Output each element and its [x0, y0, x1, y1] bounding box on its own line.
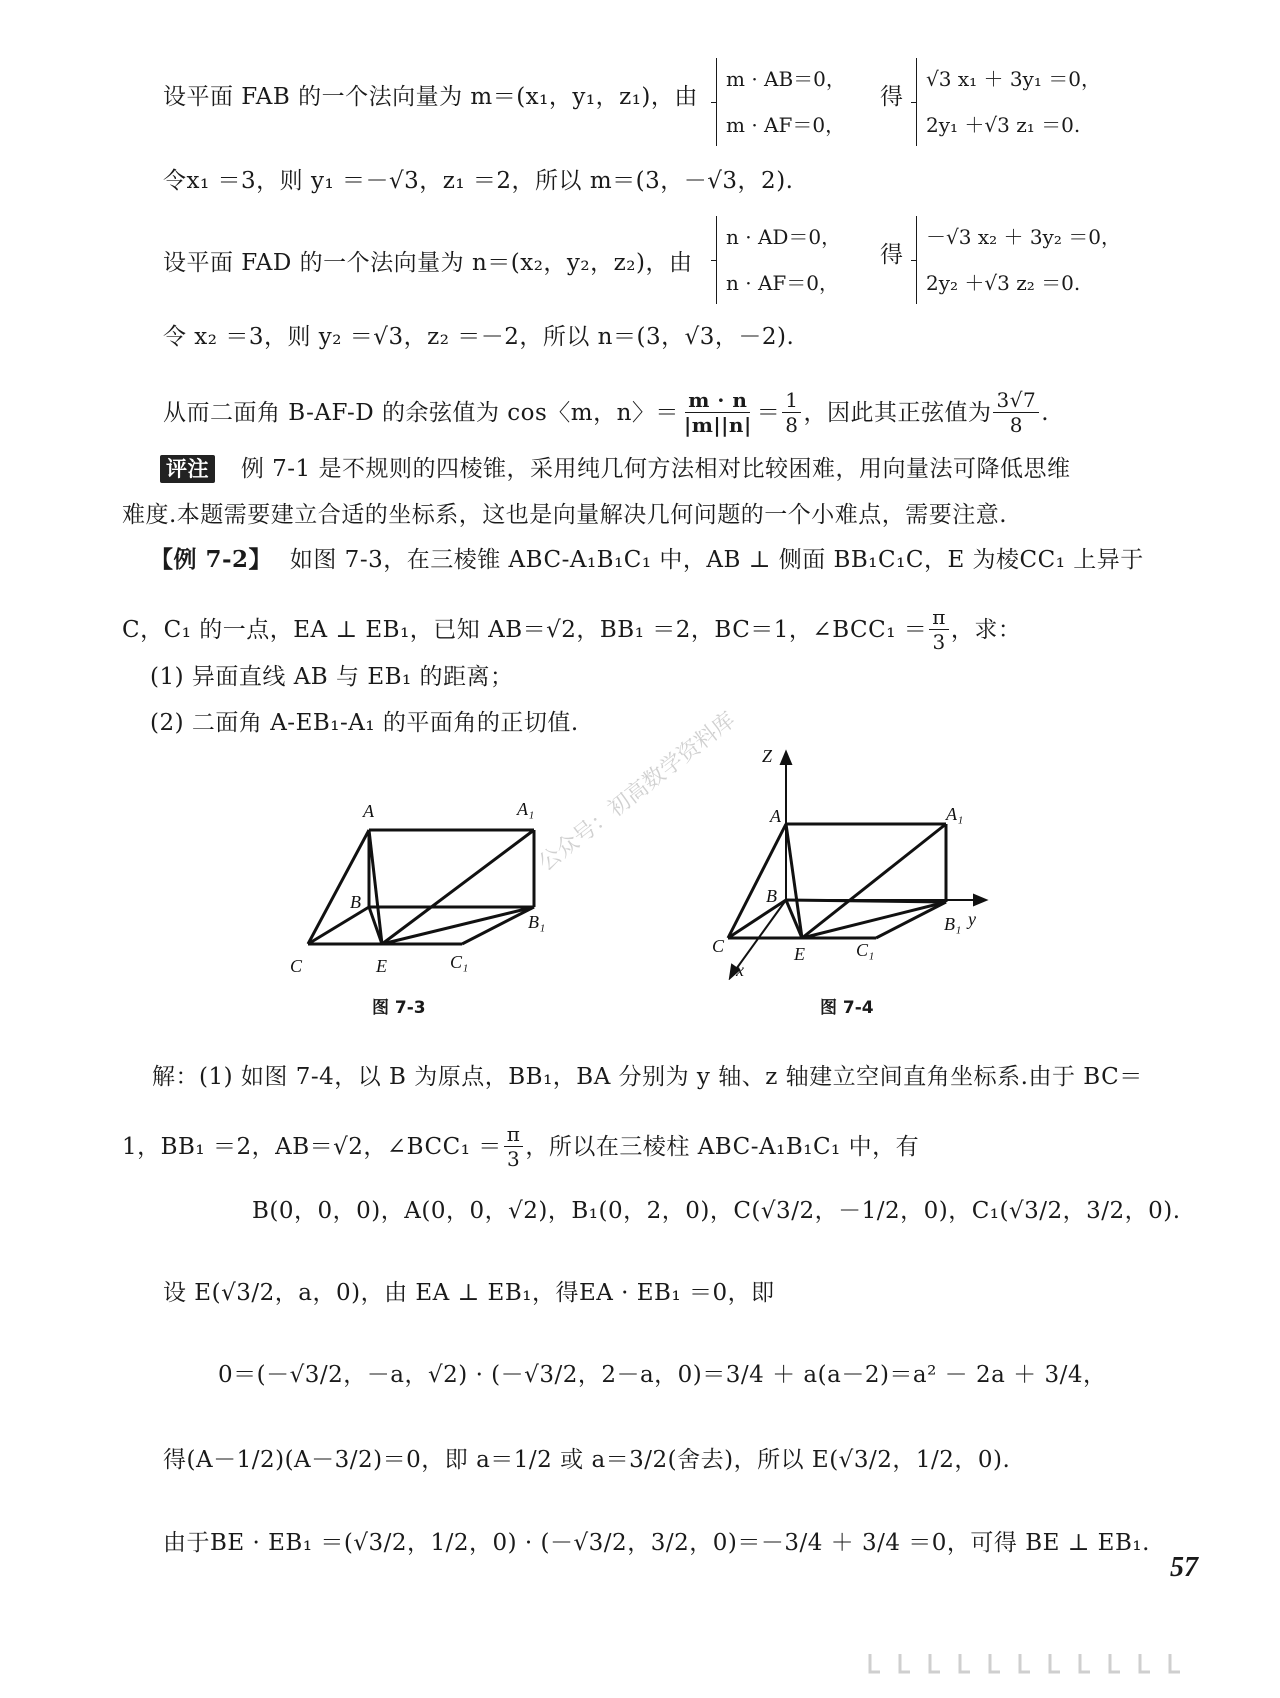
- label-A1: A₁: [517, 799, 535, 819]
- label-A: A: [363, 801, 374, 821]
- system-m-conditions: m · AB＝0， m · AF＝0，: [712, 56, 846, 148]
- de-word: 得: [880, 84, 904, 110]
- label-B1: B₁: [528, 912, 546, 932]
- figure-7-4-caption: 图 7-4: [820, 998, 874, 1018]
- dot-product-equation: 0＝(－√3/2，－a，√2) · (－√3/2，2－a，0)＝3/4 ＋ a(a－2)＝a² － 2a ＋ 3/4，: [218, 1362, 1107, 1388]
- figure-7-4: [706, 740, 996, 980]
- example-line-2: C，C₁ 的一点，EA ⊥ EB₁，已知 AB＝√2，BB₁ ＝2，BC＝1，∠BCC₁ ＝ $\frac{\pi}{3}$ ，求：: [122, 605, 1022, 654]
- fraction-sine-value: $\frac{3√7}{8}$: [993, 388, 1039, 437]
- n-solution-line: 令 x₂ ＝3，则 y₂ ＝√3，z₂ ＝－2，所以 n＝(3，√3，－2).: [163, 324, 795, 350]
- label-C: C: [290, 956, 303, 976]
- figure-7-3: [280, 790, 570, 980]
- label-E: E: [376, 956, 387, 976]
- fraction-one-eighth: $\frac{1}{8}$: [782, 388, 801, 437]
- label-C-fig2: C: [712, 936, 725, 956]
- de-word-2: 得: [880, 242, 904, 268]
- m-solution-line: 令x₁ ＝3，则 y₁ ＝－√3，z₁ ＝2，所以 m＝(3，－√3，2).: [163, 168, 794, 194]
- label-x-axis: x: [736, 960, 744, 980]
- label-B: B: [350, 892, 361, 912]
- solve-a-line: 得(A－1/2)(A－3/2)＝0，即 a＝1/2 或 a＝3/2(舍去)，所以 E(√3/2，1/2，0).: [163, 1447, 1011, 1473]
- perpendicular-conclusion: 由于BE · EB₁ ＝(√3/2，1/2，0) · (－√3/2，3/2，0)＝－3/4 ＋ 3/4 ＝0，可得 BE ⊥ EB₁.: [163, 1530, 1150, 1556]
- comment-line-1: 评注 例 7-1 是不规则的四棱锥，采用纯几何方法相对比较困难，用向量法可降低思维: [160, 454, 1070, 484]
- example-line-1: 【例 7-2】 如图 7-3，在三棱锥 ABC-A₁B₁C₁ 中，AB ⊥ 侧面 BB₁C₁C，E 为棱CC₁ 上异于: [150, 546, 1144, 573]
- watermark: 公众号：初高数学资料库: [534, 707, 741, 877]
- coordinates-line: B(0，0，0)，A(0，0，√2)，B₁(0，2，0)，C(√3/2，－1/2，0)，C₁(√3/2，3/2，0).: [252, 1198, 1181, 1224]
- solution-line-2: 1，BB₁ ＝2，AB＝√2，∠BCC₁ ＝ $\frac{\pi}{3}$ ，所以在三棱柱 ABC-A₁B₁C₁ 中，有: [122, 1122, 920, 1171]
- label-Z: Z: [762, 746, 773, 766]
- label-A1-fig2: A₁: [946, 804, 964, 824]
- system-n-conditions: n · AD＝0， n · AF＝0，: [712, 214, 841, 306]
- example-label: 【例 7-2】: [150, 546, 273, 573]
- label-A-fig2: A: [770, 806, 781, 826]
- comment-tag: 评注: [160, 455, 215, 483]
- fraction-pi-over-3-solution: $\frac{\pi}{3}$: [504, 1122, 524, 1171]
- label-y-axis: y: [968, 909, 976, 929]
- page-number: 57: [1170, 1552, 1198, 1583]
- question-2: (2) 二面角 A-EB₁-A₁ 的平面角的正切值.: [150, 710, 579, 736]
- label-B1-fig2: B₁: [944, 914, 962, 934]
- label-E-fig2: E: [794, 944, 805, 964]
- point-e-setup: 设 E(√3/2，a，0)，由 EA ⊥ EB₁，得EA · EB₁ ＝0，即: [163, 1280, 775, 1306]
- system-n-equations: －√3 x₂ ＋ 3y₂ ＝0， 2y₂ ＋√3 z₂ ＝0.: [912, 214, 1121, 306]
- question-1: (1) 异面直线 AB 与 EB₁ 的距离；: [150, 664, 514, 690]
- toolbar-handles-icon: [860, 1650, 1200, 1678]
- figure-7-3-caption: 图 7-3: [372, 998, 426, 1018]
- label-C1: C₁: [450, 952, 469, 972]
- fraction-pi-over-3: $\frac{\pi}{3}$: [929, 605, 949, 654]
- comment-line-2: 难度.本题需要建立合适的坐标系，这也是向量解决几何问题的一个小难点，需要注意.: [122, 502, 1008, 528]
- normal-vector-n-intro: 设平面 FAD 的一个法向量为 n＝(x₂，y₂，z₂)，由: [163, 250, 693, 276]
- label-C1-fig2: C₁: [856, 940, 875, 960]
- system-m-equations: √3 x₁ ＋ 3y₁ ＝0， 2y₁ ＋√3 z₁ ＝0.: [912, 56, 1101, 148]
- solution-line-1: 解：(1) 如图 7-4，以 B 为原点，BB₁，BA 分别为 y 轴、z 轴建立空间直角坐标系.由于 BC＝: [152, 1064, 1143, 1090]
- cosine-line: 从而二面角 B-AF-D 的余弦值为 cos〈m，n〉＝ $\frac{m \cdot n}{|m||n|}$ ＝ $\frac{1}{8}$ ，因此其正弦值为 $\frac{3√7}{8}$ .: [163, 388, 1049, 437]
- normal-vector-m-intro: 设平面 FAB 的一个法向量为 m＝(x₁，y₁，z₁)，由: [163, 84, 698, 110]
- fraction-dot-over-norms: $\frac{m \cdot n}{|m||n|}$: [683, 388, 752, 437]
- label-B-fig2: B: [766, 886, 777, 906]
